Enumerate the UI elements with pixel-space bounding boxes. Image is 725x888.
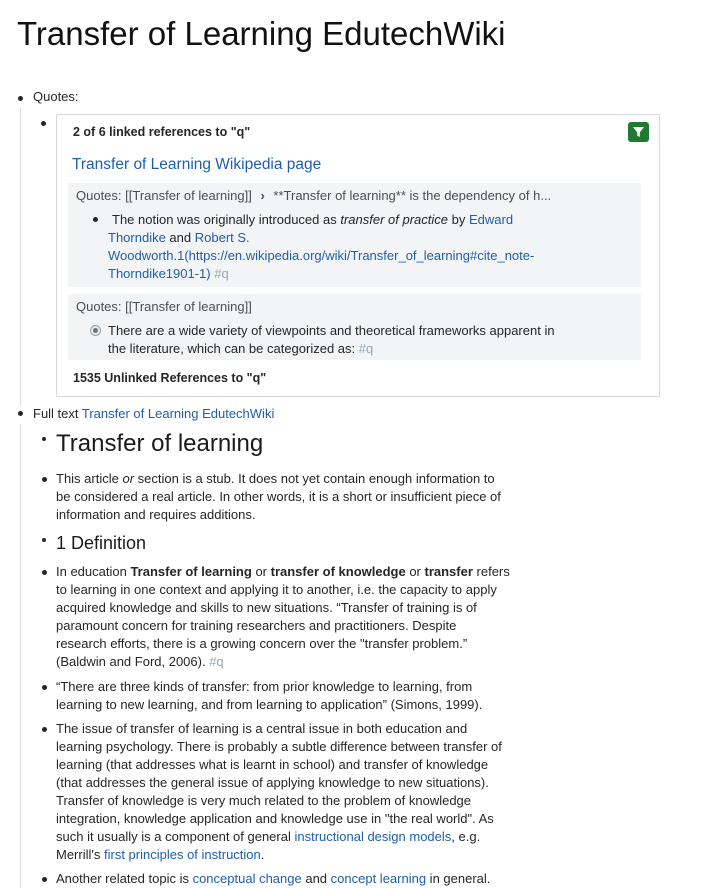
bullet[interactable] [42,685,47,690]
link-robert-woodworth[interactable]: Robert S. [194,230,250,245]
breadcrumb-child[interactable]: **Transfer of learning** is the dependency of h... [273,188,552,203]
link-edward-thorndike[interactable]: Edward [468,212,514,227]
text: learning (that addresses what is learnt in school) and transfer of knowledge [56,757,489,772]
bullet[interactable] [42,877,47,882]
text: learning to new learning, and from learning to application” (Simons, 1999). [56,697,483,712]
bullet[interactable] [42,477,47,482]
bold-term: transfer of knowledge [270,564,406,579]
text: Another related topic is [56,871,193,886]
definition-heading: 1 Definition [56,533,147,553]
citation-link[interactable]: .1(https://en.wikipedia.org/wiki/Transfer_of_learning#cite_note- [173,248,535,263]
filter-icon [628,122,649,142]
tag-q[interactable]: #q [214,266,229,281]
link-concept-learning[interactable]: concept learning [330,871,427,886]
section-heading: Transfer of learning [56,430,264,457]
bold-term: transfer [424,564,473,579]
breadcrumb-parent[interactable]: Quotes: [[Transfer of learning]] [76,188,252,203]
reference-text [108,322,628,358]
guide-line [20,108,21,406]
breadcrumb[interactable] [76,187,551,205]
bullet[interactable] [42,570,47,575]
reference-text [108,211,628,283]
link-instructional-design-models[interactable]: instructional design models [294,829,452,844]
text: Transfer of knowledge is very much related to the problem of knowledge [56,793,472,808]
citation-link[interactable]: Thorndike1901-1) [108,266,211,281]
link-robert-woodworth[interactable]: Woodworth [108,248,174,263]
link-first-principles[interactable]: first principles of instruction [103,847,261,862]
text: There are a wide variety of viewpoints and theoretical frameworks apparent in [108,323,555,338]
link-conceptual-change[interactable]: conceptual change [192,871,302,886]
bullet[interactable] [42,538,46,542]
text: and [165,230,195,245]
text: learning psychology. There is probably a subtle difference between transfer of [56,739,502,754]
text: refers [472,564,510,579]
ref-page-title[interactable]: Transfer of Learning Wikipedia page [72,156,322,173]
issue-text [56,720,536,864]
text: (that addresses the general issue of applying knowledge to new situations). [56,775,489,790]
bullet[interactable] [42,727,47,732]
text: or [251,564,271,579]
text: by [448,212,469,227]
emphasis: or [122,471,135,486]
text: be considered a real article. In other words, it is a short or insufficient piece of [56,489,501,504]
text: In education [56,564,131,579]
fulltext-line [33,405,274,423]
text: the literature, which can be categorized as: [108,341,359,356]
text: acquired knowledge and skills to new situations. “Transfer of training is of [56,600,477,615]
text: . [260,847,265,862]
text: This article [56,471,123,486]
text: in general. [426,871,491,886]
text: research efforts, there is a growing concern over the "transfer problem.” [56,636,468,651]
emphasis: transfer of practice [340,212,449,227]
text: or [405,564,425,579]
fulltext-source-link[interactable]: Transfer of Learning EdutechWiki [81,406,275,421]
definition-text [56,563,536,671]
filter-button[interactable] [628,122,649,142]
text: paramount concern for training researchers and practitioners. Despite [56,618,457,633]
collapsed-bullet[interactable] [90,325,101,336]
quotes-label: Quotes: [33,89,79,104]
text: to learning in one context and applying it to another, i.e. the capacity to apply [56,582,497,597]
linked-references-heading[interactable]: 2 of 6 linked references to "q" [73,125,251,139]
text: section is a stub. It does not yet contain enough information to [134,471,495,486]
text: (Baldwin and Ford, 2006). [56,654,210,669]
breadcrumb-separator: › [260,188,265,203]
text: Merrill's [56,847,104,862]
text: , e.g. [451,829,481,844]
bold-term: Transfer of learning [130,564,252,579]
text: “There are three kinds of transfer: from prior knowledge to learning, from [56,679,473,694]
bullet[interactable] [93,217,98,222]
link-edward-thorndike[interactable]: Thorndike [108,230,166,245]
kinds-text [56,678,536,714]
breadcrumb[interactable]: Quotes: [[Transfer of learning]] [76,299,252,314]
bullet[interactable] [18,411,23,416]
bullet[interactable] [18,96,23,101]
text: and [301,871,331,886]
text: integration, knowledge application and knowledge use in "the real world". As [56,811,494,826]
text: such it usually is a component of general [56,829,295,844]
text: The notion was originally introduced as [112,212,341,227]
page-title: Transfer of Learning EdutechWiki [17,15,506,52]
text: information and requires additions. [56,507,256,522]
bullet[interactable] [42,437,46,441]
stub-notice [56,470,536,524]
tag-q[interactable]: #q [209,654,224,669]
unlinked-references-heading[interactable]: 1535 Unlinked References to "q" [73,371,267,385]
fulltext-label: Full text [33,406,82,421]
guide-line [20,424,21,888]
bullet[interactable] [41,121,46,126]
tag-q[interactable]: #q [358,341,374,356]
text: The issue of transfer of learning is a central issue in both education and [56,721,468,736]
related-text [56,870,536,888]
